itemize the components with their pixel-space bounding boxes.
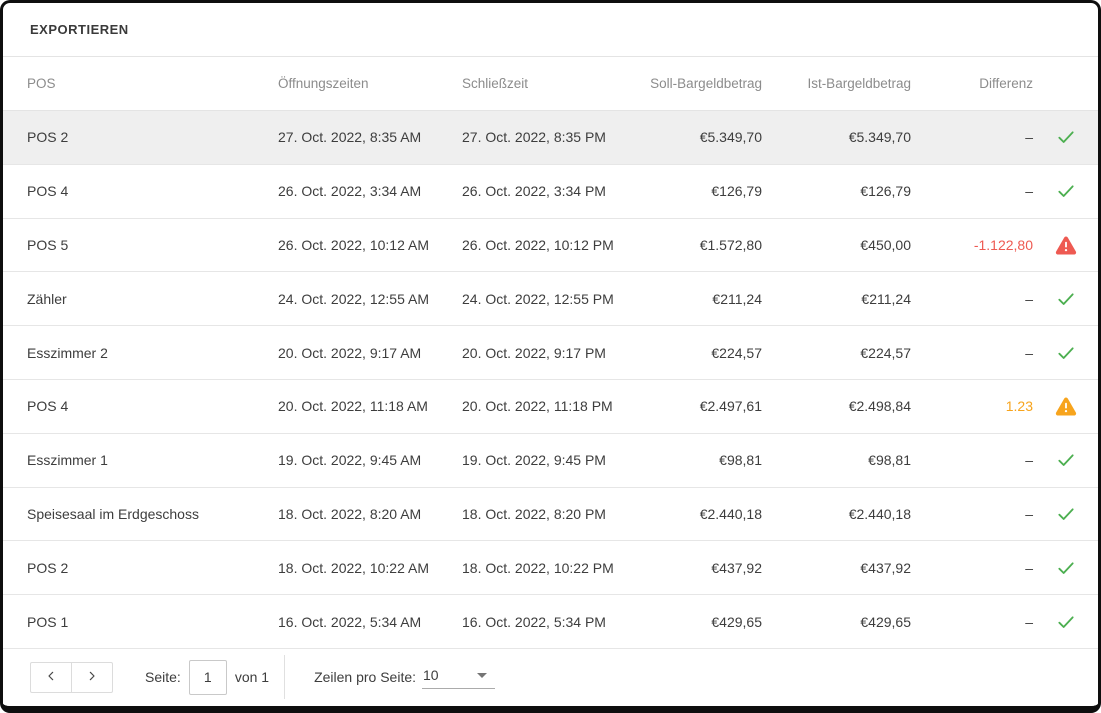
target-cash-cell: €126,79 [711,183,762,200]
actual-cash-cell: €224,57 [860,344,911,361]
closing-time-cell: 26. Oct. 2022, 10:12 PM [462,236,614,253]
column-header-difference: Differenz [979,76,1033,91]
opening-time-cell: 18. Oct. 2022, 8:20 AM [278,505,422,522]
difference-cell: – [1025,290,1033,307]
pos-cell: POS 4 [27,398,69,415]
rows-per-page-select[interactable] [422,665,495,689]
table-row[interactable] [3,272,1098,326]
difference-cell: – [1025,559,1033,576]
opening-time-cell: 27. Oct. 2022, 8:35 AM [278,129,422,146]
actual-cash-cell: €98,81 [868,452,911,469]
target-cash-cell: €1.572,80 [699,236,762,253]
table-row[interactable] [3,165,1098,219]
closing-time-cell: 19. Oct. 2022, 9:45 PM [462,452,606,469]
difference-cell: 1.23 [1005,398,1033,415]
opening-time-cell: 24. Oct. 2022, 12:55 AM [278,290,429,307]
difference-cell: – [1025,129,1033,146]
table-row[interactable] [3,380,1098,434]
target-cash-cell: €437,92 [711,559,762,576]
check-icon [1056,450,1076,470]
closing-time-cell: 24. Oct. 2022, 12:55 PM [462,290,614,307]
actual-cash-cell: €437,92 [860,559,911,576]
column-header-actual-cash: Ist-Bargeldbetrag [807,76,911,91]
difference-cell: – [1025,452,1033,469]
closing-time-cell: 18. Oct. 2022, 10:22 PM [462,559,614,576]
target-cash-cell: €2.497,61 [699,398,762,415]
table-header [3,57,1098,111]
table-body [3,111,1098,649]
difference-cell: – [1025,613,1033,630]
difference-cell: – [1025,183,1033,200]
actual-cash-cell: €2.498,84 [848,398,911,415]
table-row[interactable] [3,595,1098,649]
pos-cell: POS 4 [27,183,69,200]
table-row[interactable] [3,219,1098,273]
chevron-left-icon [43,668,59,687]
check-icon [1056,343,1076,363]
actual-cash-cell: €450,00 [860,236,911,253]
closing-time-cell: 16. Oct. 2022, 5:34 PM [462,613,606,630]
pos-cell: Esszimmer 1 [27,452,108,469]
page-count-label: von 1 [234,669,270,686]
target-cash-cell: €211,24 [712,290,762,307]
column-header-pos: POS [27,76,56,91]
table-row[interactable] [3,541,1098,595]
next-page-button[interactable] [71,662,113,693]
table-row[interactable] [3,434,1098,488]
actual-cash-cell: €2.440,18 [848,505,911,522]
closing-time-cell: 26. Oct. 2022, 3:34 PM [462,183,606,200]
actual-cash-cell: €5.349,70 [848,129,911,146]
opening-time-cell: 26. Oct. 2022, 10:12 AM [278,236,429,253]
check-icon [1056,181,1076,201]
check-icon [1056,127,1076,147]
pos-cell: POS 5 [27,236,69,253]
rows-per-page-label: Zeilen pro Seite: [314,669,417,686]
pos-cell: Speisesaal im Erdgeschoss [27,505,199,522]
target-cash-cell: €224,57 [711,344,762,361]
pagination-bar [3,649,1098,706]
opening-time-cell: 19. Oct. 2022, 9:45 AM [278,452,422,469]
closing-time-cell: 20. Oct. 2022, 11:18 PM [462,398,613,415]
check-icon [1056,558,1076,578]
pos-cell: Zähler [27,290,67,307]
chevron-right-icon [84,668,100,687]
table-row[interactable] [3,111,1098,165]
column-header-closing-time: Schließzeit [462,76,529,91]
closing-time-cell: 18. Oct. 2022, 8:20 PM [462,505,606,522]
toolbar [3,3,1098,57]
pos-cell: POS 2 [27,559,69,576]
error-warning-icon [1055,235,1077,255]
column-header-target-cash: Soll-Bargeldbetrag [650,76,762,91]
difference-cell: – [1025,344,1033,361]
pos-cell: Esszimmer 2 [27,344,108,361]
page-number-input[interactable] [189,660,227,695]
pager-buttons [30,662,113,693]
closing-time-cell: 20. Oct. 2022, 9:17 PM [462,344,606,361]
opening-time-cell: 18. Oct. 2022, 10:22 AM [278,559,429,576]
difference-cell: -1.122,80 [973,236,1033,253]
opening-time-cell: 20. Oct. 2022, 9:17 AM [278,344,422,361]
opening-time-cell: 26. Oct. 2022, 3:34 AM [278,183,422,200]
pos-cell: POS 1 [27,613,69,630]
check-icon [1056,504,1076,524]
target-cash-cell: €429,65 [711,613,762,630]
warning-icon [1055,396,1077,416]
opening-time-cell: 16. Oct. 2022, 5:34 AM [278,613,422,630]
closing-time-cell: 27. Oct. 2022, 8:35 PM [462,129,606,146]
column-header-opening-time: Öffnungszeiten [278,76,369,91]
target-cash-cell: €98,81 [719,452,762,469]
actual-cash-cell: €429,65 [860,613,911,630]
check-icon [1056,289,1076,309]
pos-cell: POS 2 [27,129,69,146]
difference-cell: – [1025,505,1033,522]
table-row[interactable] [3,488,1098,542]
footer-divider [284,655,285,699]
target-cash-cell: €2.440,18 [699,505,762,522]
export-button[interactable]: EXPORTIEREN [16,12,143,47]
rows-per-page-value: 10 [423,667,439,684]
previous-page-button[interactable] [30,662,72,693]
actual-cash-cell: €211,24 [861,290,911,307]
actual-cash-cell: €126,79 [860,183,911,200]
chevron-down-icon [477,673,487,678]
opening-time-cell: 20. Oct. 2022, 11:18 AM [278,398,428,415]
table-row[interactable] [3,326,1098,380]
page-label: Seite: [145,669,181,686]
target-cash-cell: €5.349,70 [699,129,762,146]
check-icon [1056,612,1076,632]
